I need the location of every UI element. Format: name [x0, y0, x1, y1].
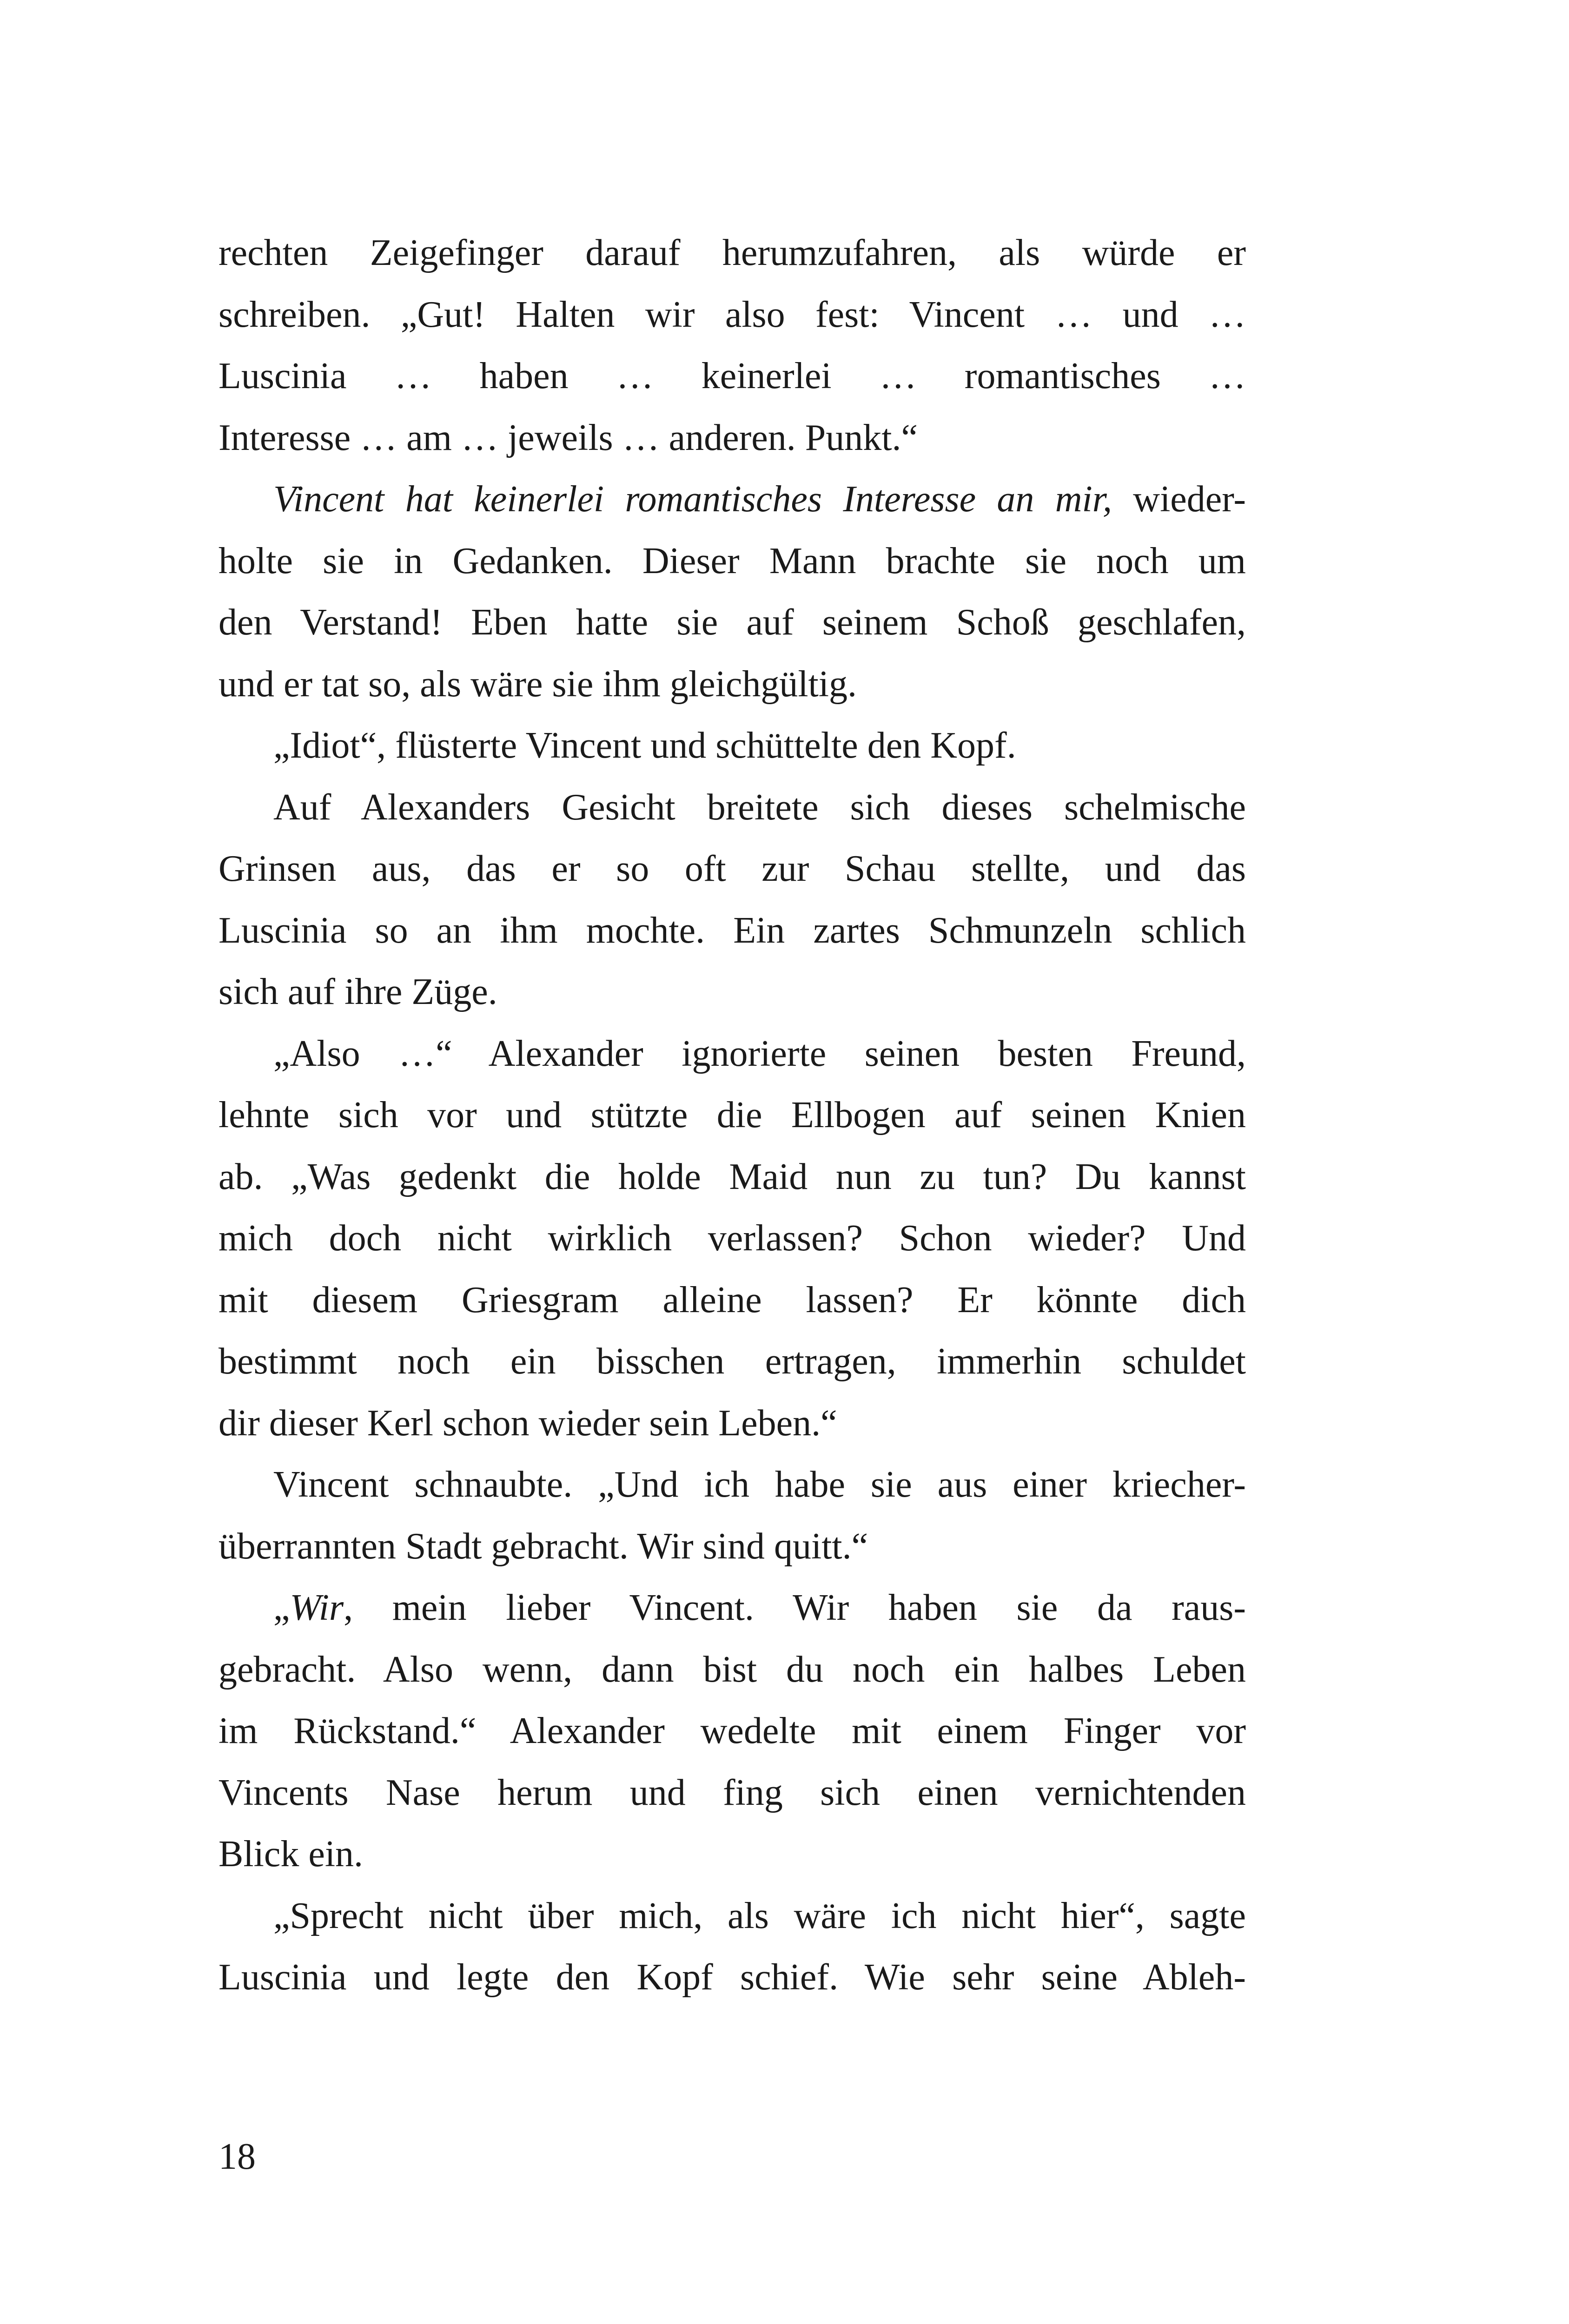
paragraph: [218, 1577, 1246, 1885]
text-line: mit diesem Griesgram alleine lassen? Er könnte dich: [218, 1279, 1246, 1320]
text-line: gebracht. Also wenn, dann bist du noch ein halbes Leben: [218, 1649, 1246, 1690]
text-span: , mein lieber Vincent. Wir haben sie da raus-: [344, 1587, 1246, 1628]
body-text: [218, 222, 1246, 2008]
text-line: „Idiot“, flüsterte Vincent und schüttelte den Kopf.: [273, 725, 1016, 766]
paragraph: [218, 1885, 1246, 2008]
text-line: Vincents Nase herum und fing sich einen vernichtenden: [218, 1772, 1246, 1813]
italic-thought: Vincent hat keinerlei romantisches Interesse an mir,: [273, 479, 1112, 520]
page-number: 18: [218, 2136, 256, 2177]
text-line: und er tat so, als wäre sie ihm gleichgültig.: [218, 663, 857, 705]
paragraph: [218, 469, 1246, 715]
text-line: den Verstand! Eben hatte sie auf seinem Schoß geschlafen,: [218, 602, 1246, 643]
text-line: bestimmt noch ein bisschen ertragen, immerhin schuldet: [218, 1341, 1246, 1382]
italic-emphasis: Wir: [290, 1587, 344, 1628]
paragraph: [218, 777, 1246, 1023]
text-line: Grinsen aus, das er so oft zur Schau stellte, und das: [218, 848, 1246, 889]
text-line: Vincent schnaubte. „Und ich habe sie aus einer kriecher-: [273, 1464, 1246, 1505]
text-line: sich auf ihre Züge.: [218, 971, 497, 1012]
paragraph: [218, 1023, 1246, 1454]
text-line: Luscinia so an ihm mochte. Ein zartes Schmunzeln schlich: [218, 910, 1246, 951]
text-line: Blick ein.: [218, 1834, 364, 1875]
open-quote: „: [273, 1587, 290, 1628]
text-line: lehnte sich vor und stützte die Ellbogen auf seinen Knien: [218, 1095, 1246, 1136]
text-line: „Sprecht nicht über mich, als wäre ich nicht hier“, sagte: [273, 1895, 1246, 1936]
text-line: Interesse … am … jeweils … anderen. Punkt.“: [218, 417, 918, 458]
text-line: mich doch nicht wirklich verlassen? Schon wieder? Und: [218, 1218, 1246, 1259]
paragraph: [218, 1454, 1246, 1577]
text-line: [218, 1577, 1246, 1639]
paragraph: [218, 222, 1246, 469]
text-line: „Also …“ Alexander ignorierte seinen besten Freund,: [273, 1033, 1246, 1074]
text-line: Luscinia und legte den Kopf schief. Wie sehr seine Ableh-: [218, 1957, 1246, 1998]
text-line: im Rückstand.“ Alexander wedelte mit einem Finger vor: [218, 1710, 1246, 1751]
text-line: [218, 469, 1246, 530]
text-span: wieder-: [1112, 479, 1246, 520]
text-line: überrannten Stadt gebracht. Wir sind quitt.“: [218, 1525, 868, 1567]
text-line: holte sie in Gedanken. Dieser Mann brachte sie noch um: [218, 540, 1246, 581]
text-line: rechten Zeigefinger darauf herumzufahren, als würde er: [218, 232, 1246, 273]
text-line: ab. „Was gedenkt die holde Maid nun zu tun? Du kannst: [218, 1156, 1246, 1197]
text-line: Luscinia … haben … keinerlei … romantisches …: [218, 356, 1246, 396]
paragraph: [218, 715, 1246, 777]
text-line: schreiben. „Gut! Halten wir also fest: Vincent … und …: [218, 294, 1246, 335]
text-line: Auf Alexanders Gesicht breitete sich dieses schelmische: [273, 786, 1246, 828]
text-line: dir dieser Kerl schon wieder sein Leben.“: [218, 1402, 837, 1444]
